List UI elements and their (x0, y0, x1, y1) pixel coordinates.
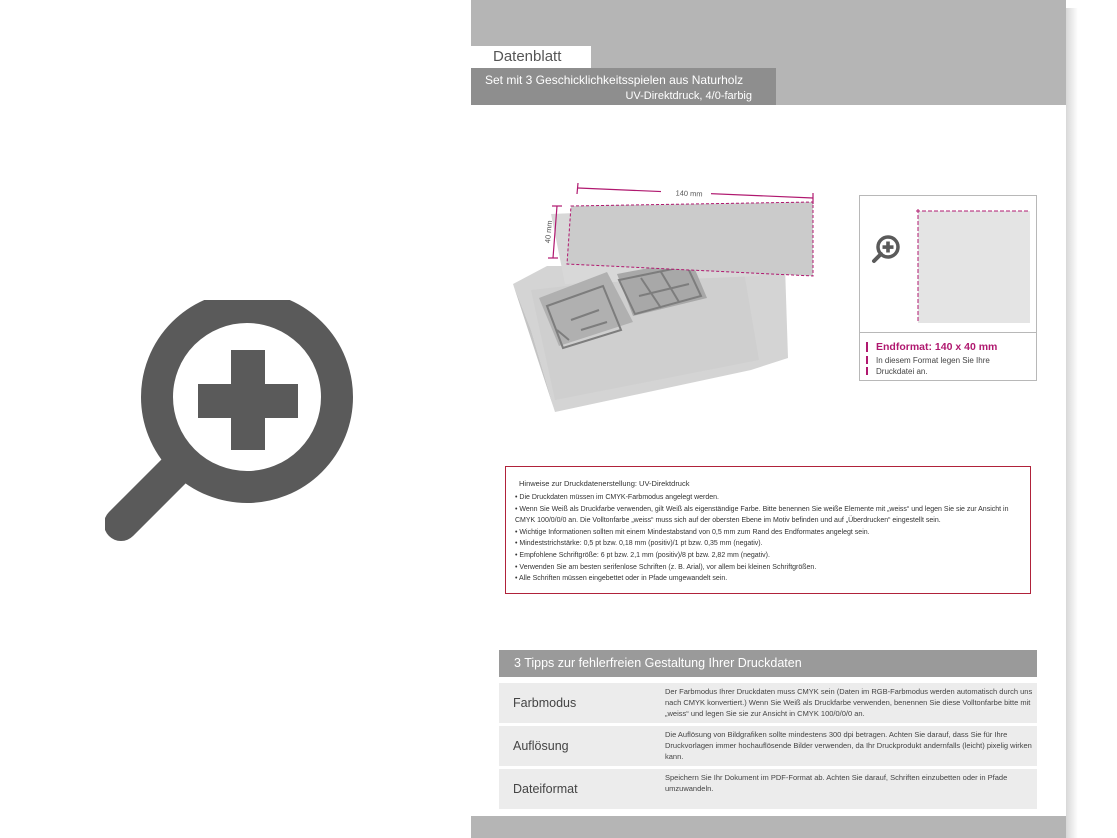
tip-text: Die Auflösung von Bildgrafiken sollte mindestens 300 dpi betragen. Achten Sie darauf, dass Sie für Ihre Druckvorlagen immer hochauflösende Bilder verwenden, da Ihr Druckprodukt andernfalls (leicht) pixelig wirken kann. (665, 730, 1032, 761)
list-item: • Alle Schriften müssen eingebettet oder in Pfade umgewandelt sein. (515, 573, 1020, 585)
tip-row-aufloesung (499, 726, 1037, 766)
zoom-in-icon[interactable] (870, 234, 902, 266)
notes-title: Hinweise zur Druckdatenerstellung: UV-Direktdruck (519, 479, 690, 488)
format-preview-area (916, 209, 1030, 323)
format-preview-box (859, 195, 1037, 381)
list-item: • Mindeststrichstärke: 0,5 pt bzw. 0,18 mm (positiv)/1 pt bzw. 0,35 mm (negativ). (515, 538, 1020, 550)
tip-row-farbmodus (499, 683, 1037, 723)
list-item: • Die Druckdaten müssen im CMYK-Farbmodus angelegt werden. (515, 492, 1020, 504)
tip-row-dateiformat (499, 769, 1037, 809)
tip-label: Farbmodus (513, 696, 577, 710)
tip-label: Dateiformat (513, 782, 578, 796)
tip-text: Der Farbmodus Ihrer Druckdaten muss CMYK sein (Daten im RGB-Farbmodus werden automatisch durch uns nach CMYK konvertiert.) Wenn Sie Weiß als Druckfarbe verwenden, benennen Sie diese Volltonfarbe bitte mit „weiss“ und legen Sie sie zur Ansicht in CMYK 100/0/0/0 an. (665, 687, 1033, 718)
zoom-button[interactable] (105, 300, 357, 548)
page-footer (471, 816, 1066, 838)
datasheet-page (471, 0, 1066, 838)
format-description: In diesem Format legen Sie Ihre Druckdatei an. (876, 356, 990, 376)
notes-list (515, 492, 1020, 585)
tip-label: Auflösung (513, 739, 569, 753)
page-shadow (1064, 8, 1078, 838)
accent-bar (866, 356, 868, 364)
tips-header: 3 Tipps zur fehlerfreien Gestaltung Ihrer Druckdaten (499, 650, 1037, 677)
format-label: Endformat: 140 x 40 mm (876, 341, 998, 353)
width-dimension-label: 140 mm (675, 188, 703, 199)
product-title: Set mit 3 Geschicklichkeitsspielen aus Naturholz (485, 73, 744, 87)
notes-box (505, 466, 1031, 594)
zoom-in-icon (105, 300, 357, 548)
tip-text: Speichern Sie Ihr Dokument im PDF-Format ab. Achten Sie darauf, Schriften einzubetten oder in Pfade umzuwandeln. (665, 773, 1008, 793)
height-dimension-label: 40 mm (543, 219, 554, 244)
datasheet-tab: Datenblatt (471, 46, 591, 68)
list-item: • Wichtige Informationen sollten mit einem Mindestabstand von 0,5 mm zum Rand des Endformates angelegt sein. (515, 527, 1020, 539)
product-illustration (511, 180, 821, 420)
print-method: UV-Direktdruck, 4/0-farbig (625, 90, 752, 102)
title-box (471, 68, 776, 105)
list-item: • Verwenden Sie am besten serifenlose Schriften (z. B. Arial), vor allem bei kleinen Schriftgrößen. (515, 562, 1020, 574)
format-divider (860, 332, 1036, 333)
accent-bar (866, 367, 868, 375)
accent-bar (866, 342, 868, 352)
list-item: • Wenn Sie Weiß als Druckfarbe verwenden, gilt Weiß als eigenständige Farbe. Bitte benennen Sie weiße Elemente mit „weiss“ und legen Sie sie zur Ansicht in CMYK 100/0/0/0 an. Die Volltonfarbe „weiss“ muss sich auf der obersten Ebene im Motiv befinden und auf „Überdrucken“ eingestellt sein. (515, 504, 1020, 527)
list-item: • Empfohlene Schriftgröße: 6 pt bzw. 2,1 mm (positiv)/8 pt bzw. 2,82 mm (negativ). (515, 550, 1020, 562)
